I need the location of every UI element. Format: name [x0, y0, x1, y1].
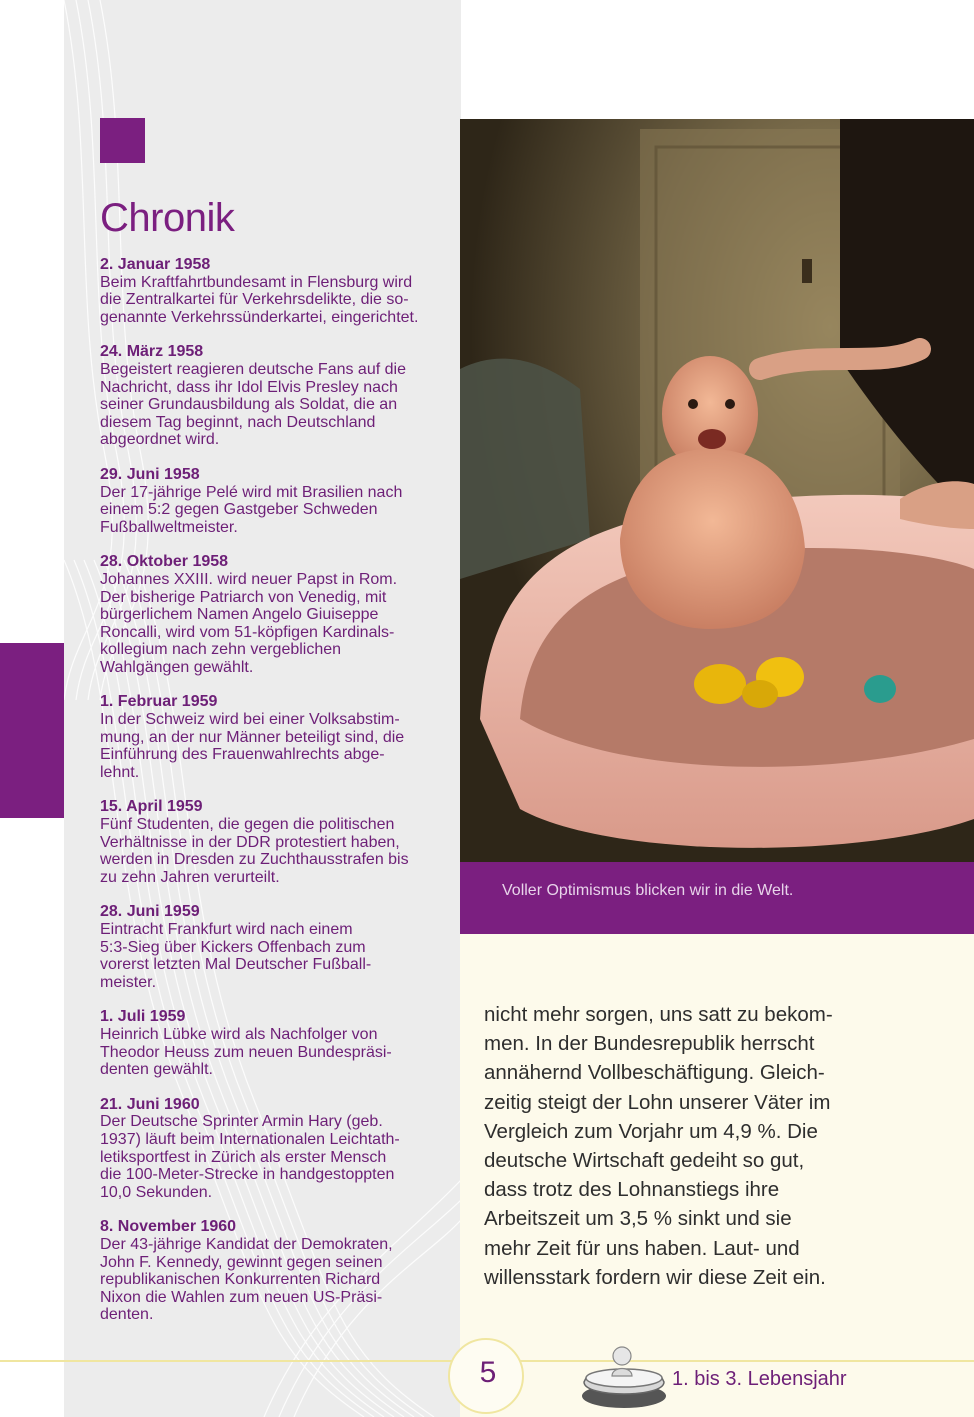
chronik-entry-date: 29. Juni 1958	[100, 465, 200, 483]
caption-bar	[460, 862, 974, 934]
chronik-entry	[100, 1008, 430, 1078]
chronik-entry-date: 2. Januar 1958	[100, 256, 211, 273]
body-text-line: Arbeitszeit um 3,5 % sinkt und sie	[484, 1207, 792, 1231]
section-label: 1. bis 3. Lebensjahr	[672, 1368, 847, 1390]
chronik-entry-line: einem 5:2 gegen Gastgeber Schweden	[100, 501, 378, 519]
chronik-entry	[100, 1096, 430, 1202]
chronik-entry-date: 28. Oktober 1958	[100, 553, 229, 571]
body-text-line: nicht mehr sorgen, uns satt zu bekom-	[484, 1003, 833, 1026]
section-side-tab	[0, 643, 64, 818]
body-text-line: deutsche Wirtschaft gedeiht so gut,	[484, 1149, 805, 1173]
chronik-entry-line: Johannes XXIII. wird neuer Papst in Rom.	[100, 570, 398, 588]
body-text-line: annähernd Vollbeschäftigung. Gleich-	[484, 1061, 825, 1085]
chronik-entry-line: Wahlgängen gewählt.	[100, 658, 254, 676]
chronik-entry-line: Eintracht Frankfurt wird nach einem	[100, 921, 353, 938]
chronik-list	[100, 256, 430, 1341]
chronik-entry-line: meister.	[100, 973, 157, 991]
chronik-entry	[100, 903, 430, 991]
body-text-line: Vergleich zum Vorjahr um 4,9 %. Die	[484, 1119, 818, 1143]
chronik-entry	[100, 466, 430, 536]
chronik-entry-date: 21. Juni 1960	[100, 1095, 200, 1113]
body-text-line: mehr Zeit für uns haben. Laut- und	[484, 1236, 800, 1260]
photo-caption: Voller Optimismus blicken wir in die Welt.	[502, 882, 794, 899]
chronik-entry-line: werden in Dresden zu Zuchthausstrafen bis	[100, 851, 409, 869]
chronik-entry-line: Einführung des Frauenwahlrechts abge-	[100, 746, 385, 764]
chronik-entry-date: 15. April 1959	[100, 798, 203, 816]
chronik-entry-line: kollegium nach zehn vergeblichen	[100, 641, 342, 659]
chronik-entry-line: John F. Kennedy, gewinnt gegen seinen	[100, 1253, 383, 1271]
chronik-entry-line: Der 17-jährige Pelé wird mit Brasilien nach	[100, 483, 403, 501]
chronik-entry-line: republikanischen Konkurrenten Richard	[100, 1271, 381, 1289]
chronik-entry	[100, 693, 430, 781]
page-number-circle	[448, 1338, 524, 1414]
chronik-entry-line: genannte Verkehrssünderkartei, eingerichtet.	[100, 308, 419, 326]
chronik-entry-line: Der Deutsche Sprinter Armin Hary (geb.	[100, 1113, 383, 1131]
chronik-entry-line: Fünf Studenten, die gegen die politischen	[100, 816, 395, 834]
chronik-entry-line: Verhältnisse in der DDR protestiert haben,	[100, 833, 400, 851]
chronik-entry-line: mung, an der nur Männer beteiligt sind, die	[100, 728, 405, 746]
chronik-entry-line: Roncalli, wird vom 51-köpfigen Kardinals-	[100, 623, 395, 641]
chronik-entry-date: 24. März 1958	[100, 343, 204, 361]
chronik-entry	[100, 798, 430, 886]
chronik-entry-line: In der Schweiz wird bei einer Volksabstim-	[100, 711, 400, 729]
baby-bathtub-icon	[578, 1338, 670, 1414]
chronik-entry-date: 1. Februar 1959	[100, 693, 218, 711]
chronik-entry-line: diesem Tag beginnt, nach Deutschland	[100, 413, 376, 431]
chapter-marker-square	[100, 118, 145, 163]
chronik-entry	[100, 553, 430, 676]
chronik-entry-line: abgeordnet wird.	[100, 431, 220, 449]
body-text-line: willensstark fordern wir diese Zeit ein.	[484, 1265, 826, 1289]
chronik-entry-line: Heinrich Lübke wird als Nachfolger von	[100, 1025, 378, 1043]
baby-bath-photo	[460, 119, 974, 862]
chronik-entry-line: letiksportfest in Zürich als erster Mensch	[100, 1148, 387, 1166]
chronik-entry-line: Der bisherige Patriarch von Venedig, mit	[100, 588, 387, 606]
chronik-entry-line: vorerst letzten Mal Deutscher Fußball-	[100, 956, 372, 974]
body-text-line: dass trotz des Lohnanstiegs ihre	[484, 1178, 780, 1202]
chronik-entry-line: lehnt.	[100, 763, 140, 781]
chronik-entry-line: Begeistert reagieren deutsche Fans auf die	[100, 360, 406, 378]
chronik-entry-line: Nachricht, dass ihr Idol Elvis Presley nach	[100, 378, 398, 396]
chronik-entry-line: 10,0 Sekunden.	[100, 1183, 213, 1201]
chronik-entry-line: Beim Kraftfahrtbundesamt in Flensburg wird	[100, 273, 413, 291]
chronik-entry-date: 8. November 1960	[100, 1218, 237, 1236]
chronik-entry-line: die 100-Meter-Strecke in handgestoppten	[100, 1166, 395, 1184]
chronik-entry-line: bürgerlichem Namen Angelo Giuiseppe	[100, 606, 379, 624]
chronik-entry-line: zu zehn Jahren verurteilt.	[100, 868, 280, 886]
chronik-entry-line: Fußballweltmeister.	[100, 518, 238, 536]
chronik-entry	[100, 256, 430, 326]
body-text-line: men. In der Bundesrepublik herrscht	[484, 1032, 815, 1056]
chronik-entry-line: denten gewählt.	[100, 1061, 213, 1079]
chronik-entry-line: denten.	[100, 1306, 154, 1324]
photo-illustration	[460, 119, 974, 862]
chronik-entry	[100, 343, 430, 449]
chronik-entry-date: 1. Juli 1959	[100, 1008, 186, 1026]
chronik-entry-line: 5:3-Sieg über Kickers Offenbach zum	[100, 938, 366, 956]
chronik-entry-line: seiner Grundausbildung als Soldat, die an	[100, 396, 398, 414]
chronik-entry-line: die Zentralkartei für Verkehrsdelikte, die so-	[100, 291, 409, 309]
chronik-entry-line: 1937) läuft beim Internationalen Leichtath-	[100, 1130, 400, 1148]
chronik-entry-line: Der 43-jährige Kandidat der Demokraten,	[100, 1235, 393, 1253]
chronik-entry-date: 28. Juni 1959	[100, 903, 200, 921]
chronik-entry	[100, 1218, 430, 1324]
body-text	[484, 1000, 864, 1292]
chronik-title: Chronik	[100, 196, 235, 240]
body-text-line: zeitig steigt der Lohn unserer Väter im	[484, 1090, 831, 1114]
chronik-entry-line: Theodor Heuss zum neuen Bundespräsi-	[100, 1043, 392, 1061]
page-number: 5	[479, 1356, 497, 1389]
chronik-entry-line: Nixon die Wahlen zum neuen US-Präsi-	[100, 1288, 383, 1306]
